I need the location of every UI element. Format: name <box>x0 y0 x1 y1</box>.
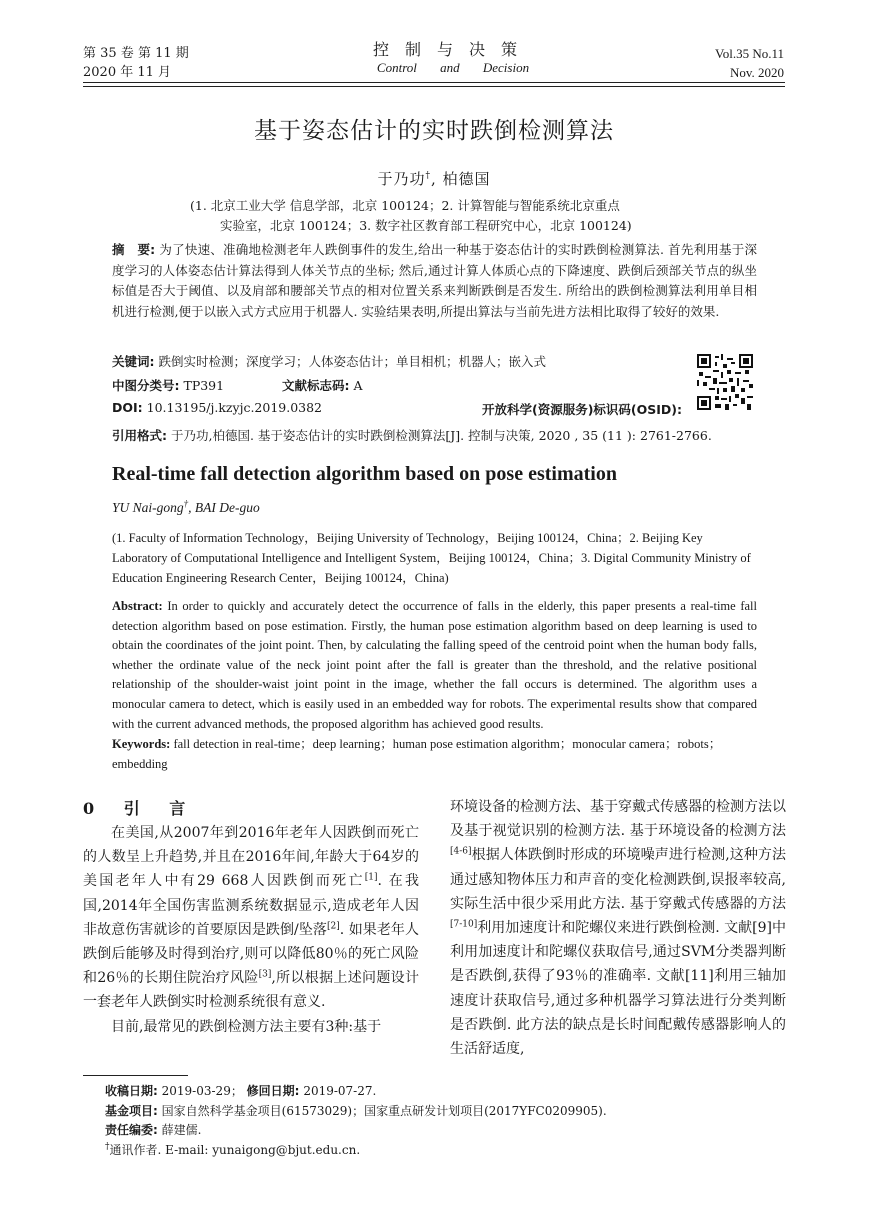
body-column-right <box>450 795 786 1061</box>
citation-ref[interactable]: [4-6] <box>450 846 472 857</box>
keywords-en <box>112 735 757 774</box>
abstract-en-text: In order to quickly and accurately detect the occurrence of falls in the elderly, this paper presents a real-time fall detection algorithm based on pose estimation. Firstly, the human pose estimation algorithm based on deep learning is used to obtain the coordinates of the joint point. Then, by calculating the falling speed of the centroid point when the human body falls, whether the ordinate value of the neck joint point after the fall is greater than the threshold, and the relative positional relationship of the shoulder-waist joint point in the image, whether the fall occurs is determined. The algorithm uses a monocular camera to detect, which is easily used in an embedded way for robots. The experimental results show that compared with the current advanced methods, the proposed algorithm has achieved good results. <box>112 599 758 731</box>
header-center <box>300 40 606 76</box>
text-run: 根据人体跌倒时形成的环境噪声进行检测,这种方法通过感知物体压力和声音的变化检测跌倒,误报率较高,实际生活中很少采用此方法. 基于穿戴式传感器的方法 <box>450 847 786 912</box>
authors-cn <box>83 168 785 189</box>
body-column-left <box>83 821 419 1039</box>
keywords-en-label: Keywords: <box>112 737 171 751</box>
footnote-corresponding <box>105 1141 607 1161</box>
cite-label: 引用格式: <box>112 428 167 443</box>
clc-number <box>112 376 224 394</box>
footnote-editor <box>105 1121 607 1141</box>
section-heading-introduction: 0 引 言 <box>83 799 198 818</box>
revised-label: 修回日期: <box>246 1084 300 1098</box>
affiliation-en: (1. Faculty of Information Technology，Beijing University of Technology，Beijing 100124，China；2. Beijing Key Laboratory of Computational Intelligence and Intelligent System，Beijing 100124，China；3. Digital Community Ministry of Education Engineering Research Center，Beijing 100124，China) <box>112 531 751 585</box>
doi-label: DOI: <box>112 400 143 415</box>
osid-label: 开放科学(资源服务)标识码(OSID): <box>482 402 683 417</box>
keywords-cn <box>112 352 546 370</box>
osid <box>482 400 682 418</box>
paper-title-en: Real-time fall detection algorithm based on pose estimation <box>112 463 617 485</box>
text-run: . 如果老年人跌倒后能够及时得到治疗,则可以降低80％的死亡风险和26％的长期住院治疗风险 <box>83 921 420 987</box>
header-left <box>83 44 189 82</box>
footnotes <box>105 1082 607 1160</box>
text-run: ,所以根据上述问题设计一套老年人跌倒实时检测系统很有意义. <box>83 970 419 1011</box>
clc-label: 中图分类号: <box>112 378 180 393</box>
paragraph <box>450 795 786 1061</box>
citation-ref[interactable]: [3] <box>258 969 272 980</box>
received-label: 收稿日期: <box>105 1084 158 1098</box>
date-en: Nov. 2020 <box>729 65 784 80</box>
author-en-2: , BAI De-guo <box>188 500 260 515</box>
abstract-cn-text: 为了快速、准确地检测老年人跌倒事件的发生,给出一种基于姿态估计的实时跌倒检测算法. 首先利用基于深度学习的人体姿态估计算法得到人体关节点的坐标; 然后,通过计算人体质心点的下降速度、跌倒后颈部关节点的纵坐标值是否大于阈值、以及肩部和腰部关节点的相对位置关系来判断跌倒是否发生. 所给出的跌倒检测算法利用单目相机进行检测,便于以嵌入式方式应用于机器人. 实验结果表明,所提出算法与当前先进方法相比取得了较好的效果. <box>112 242 757 319</box>
header-rule-thin <box>83 86 785 87</box>
text-run: . 在我国,2014年全国伤害监测系统数据显示,造成老年人因非故意伤害就诊的首要原因是跌倒/坠落 <box>83 873 419 938</box>
abstract-cn <box>112 240 757 322</box>
corr-mark: † <box>105 1141 110 1152</box>
header-rule-thick <box>83 82 785 83</box>
volume-en: Vol.35 No.11 <box>715 46 784 61</box>
editor-name: 薛建儒. <box>161 1123 202 1137</box>
clc-value: TP391 <box>183 378 225 393</box>
citation-ref[interactable]: [1] <box>364 872 378 883</box>
document-code <box>282 376 363 394</box>
author-mark: † <box>425 171 431 181</box>
abstract-en-label: Abstract: <box>112 599 163 613</box>
keywords-en-text: fall detection in real-time；deep learning；human pose estimation algorithm；monocular camera；robots；embedding <box>112 737 722 771</box>
text-run: 在美国,从2007年到2016年老年人因跌倒而死亡的人数呈上升趋势,并且在2016年间,年龄大于64岁的美国老年人中有29 668人因跌倒而死亡 <box>83 825 419 890</box>
citation <box>112 426 712 444</box>
abstract-cn-label: 摘 要: <box>112 242 156 257</box>
citation-ref[interactable]: [7-10] <box>450 919 478 930</box>
received-date: 2019-03-29； <box>161 1084 243 1098</box>
author-cn-2: , 柏德国 <box>430 170 491 188</box>
cite-text: 于乃功,柏德国. 基于姿态估计的实时跌倒检测算法[J]. 控制与决策, 2020 , 35 (11 ): 2761-2766. <box>170 428 712 443</box>
footnote-fund <box>105 1102 607 1122</box>
paragraph <box>83 821 419 1015</box>
text-run: 环境设备的检测方法、基于穿戴式传感器的检测方法以及基于视觉识别的检测方法. 基于环境设备的检测方法 <box>450 799 786 840</box>
journal-cn: 控制与决策 <box>372 40 533 59</box>
fund-label: 基金项目: <box>105 1103 158 1118</box>
affiliation-cn <box>190 196 690 236</box>
paragraph <box>83 1015 419 1039</box>
header-right <box>715 44 784 82</box>
author-en-mark: † <box>183 498 189 509</box>
affiliation-cn-line1: (1. 北京工业大学 信息学部，北京 100124；2. 计算智能与智能系统北京重点 <box>190 198 620 213</box>
affiliation-cn-line2: 实验室，北京 100124；3. 数字社区教育部工程研究中心，北京 100124) <box>220 218 632 233</box>
footnote-dates <box>105 1082 607 1102</box>
citation-ref[interactable]: [2] <box>327 921 340 932</box>
author-cn-1: 于乃功 <box>377 170 426 188</box>
keywords-cn-text: 跌倒实时检测；深度学习；人体姿态估计；单目相机；机器人；嵌入式 <box>158 354 546 369</box>
text-run: 利用加速度计和陀螺仪来进行跌倒检测. 文献[9]中利用加速度计和陀螺仪获取信号,通过SVM分类器判断是否跌倒,获得了93％的准确率. 文献[11]利用三轴加速度计获取信号,通过多种机器学习算法进行分类判断是否跌倒. 此方法的缺点是长时间配戴传感器影响人的生活舒适度, <box>450 920 786 1058</box>
text-run: 目前,最常见的跌倒检测方法主要有3种:基于 <box>111 1018 382 1035</box>
doi-value: 10.13195/j.kzyjc.2019.0382 <box>146 400 323 415</box>
footnote-rule <box>83 1075 188 1076</box>
abstract-en <box>112 597 757 734</box>
volume-cn: 第 35 卷 第 11 期 <box>83 46 189 61</box>
fund-text: 国家自然科学基金项目(61573029)；国家重点研发计划项目(2017YFC0209905). <box>161 1103 607 1118</box>
keywords-cn-label: 关键词: <box>112 354 155 369</box>
author-en-1: YU Nai-gong <box>112 500 184 515</box>
doc-code-label: 文献标志码: <box>282 378 350 393</box>
revised-date: 2019-07-27. <box>303 1084 377 1098</box>
qr-code-icon[interactable] <box>697 354 753 410</box>
doc-code-value: A <box>353 378 363 393</box>
paper-title-cn: 基于姿态估计的实时跌倒检测算法 <box>254 118 614 144</box>
doi <box>112 400 322 415</box>
editor-label: 责任编委: <box>105 1123 158 1137</box>
date-cn: 2020 年 11 月 <box>83 65 172 80</box>
corr-text[interactable]: 通讯作者. E-mail: yunaigong@bjut.edu.cn. <box>109 1142 361 1157</box>
journal-en: Control and Decision <box>376 60 530 75</box>
authors-en <box>112 500 260 516</box>
